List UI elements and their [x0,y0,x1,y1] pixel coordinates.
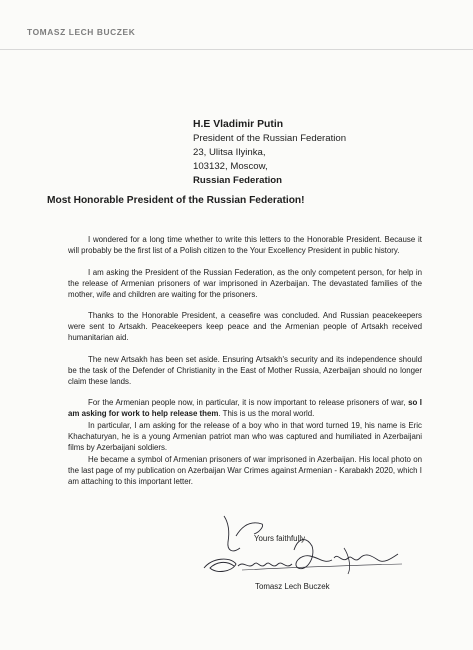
letterhead-name: TOMASZ LECH BUCZEK [27,27,136,37]
recipient-name: H.E Vladimir Putin [193,119,284,130]
recipient-street: 23, Ulitsa Ilyinka, [193,147,266,158]
recipient-country: Russian Federation [193,175,283,186]
closing-line: Yours faithfully [254,534,306,543]
signer-name: Tomasz Lech Buczek [255,582,330,591]
paragraph-5 [68,397,422,419]
paragraph-5-start: For the Armenian people now, in particular, it is now important to release prisoners of war, [88,398,409,407]
paragraph-6: In particular, I am asking for the release of a boy who in that word turned 19, his name is Eric Khachaturyan, he is a young Armenian patriot man who was captured and humiliated in Azerbaijani films by Azerbaijani soldiers. [68,421,422,452]
paragraph-4: The new Artsakh has been set aside. Ensuring Artsakh's security and its independence should be the task of the Defender of Christianity in the East of Mother Russia, Azerbaijan should no longer claim these lands. [68,354,422,386]
recipient-city: 103132, Moscow, [193,161,268,172]
paragraph-1: I wondered for a long time whether to write this letters to the Honorable President. Because it will probably be the first list of a Polish citizen to the Your Excellency President in public history. [68,235,422,255]
recipient-address [193,118,346,188]
paragraph-5-end: . This is us the moral world. [218,409,315,418]
paragraph-3: Thanks to the Honorable President, a ceasefire was concluded. And Russian peacekeepers were sent to Artsakh. Peacekeepers keep peace and the Armenian people of Artsakh received humanitarian aid. [68,311,422,342]
paragraph-2: I am asking the President of the Russian Federation, as the only competent person, for help in the release of Armenian prisoners of war imprisoned in Azerbaijan. The devastated families of the mother, wife and children are waiting for the prisoners. [68,267,422,299]
letterhead-divider [0,49,473,50]
recipient-title: President of the Russian Federation [193,133,347,144]
handwritten-signature [202,508,412,580]
salutation: Most Honorable President of the Russian Federation! [47,195,305,206]
letter-body [68,234,422,488]
paragraph-7: He became a symbol of Armenian prisoners of war imprisoned in Azerbaijan. His local photo on the last page of my publication on Azerbaijan War Crimes against Armenian - Karabakh 2020, which I am attaching to this important letter. [68,455,422,486]
paragraph-5-emphasis: so I am asking for work to help release them [68,398,423,418]
